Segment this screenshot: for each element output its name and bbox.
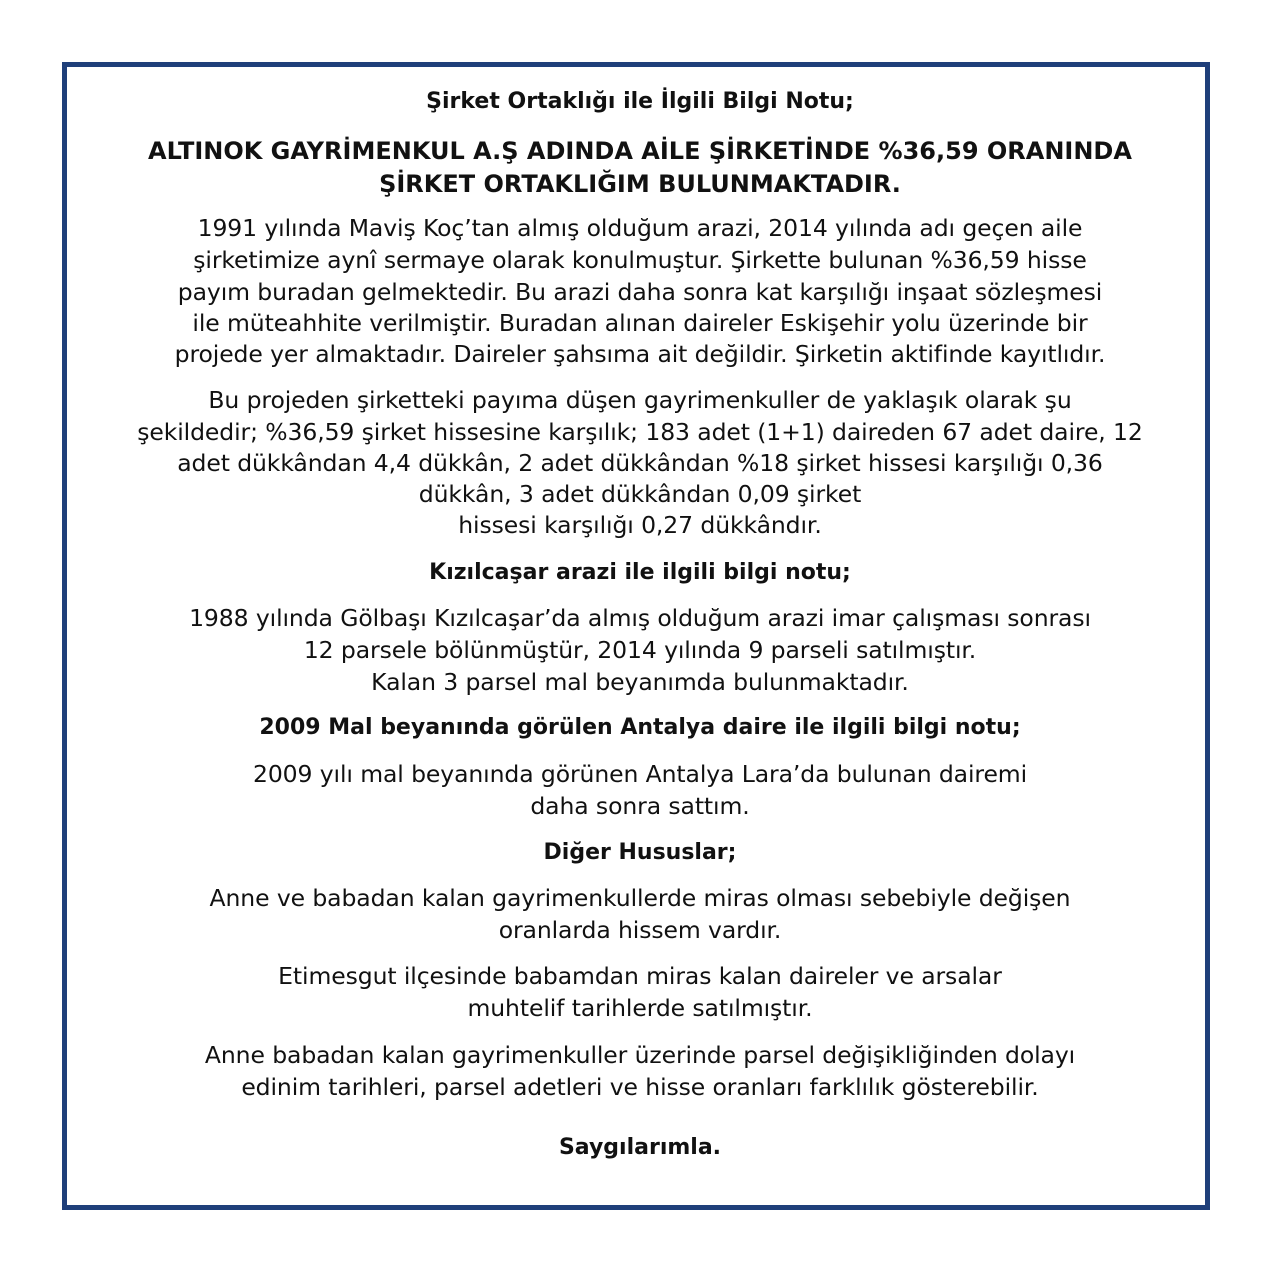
paragraph-line: muhtelif tarihlerde satılmıştır.: [467, 994, 813, 1022]
paragraph-line: dükkân, 3 adet dükkândan 0,09 şirket: [418, 480, 862, 508]
paragraph-line: Anne ve babadan kalan gayrimenkullerde miras olması sebebiyle değişen: [209, 884, 1071, 912]
paragraph-line: projede yer almaktadır. Daireler şahsıma ait değildir. Şirketin aktifinde kayıtlıdır.: [174, 340, 1106, 368]
paragraph-line: 2009 yılı mal beyanında görünen Antalya Lara’da bulunan dairemi: [252, 760, 1028, 788]
paragraph-line: Etimesgut ilçesinde babamdan miras kalan daireler ve arsalar: [278, 962, 1002, 990]
paragraph-line: ile müteahhite verilmiştir. Buradan alınan daireler Eskişehir yolu üzerinde bir: [192, 309, 1088, 337]
section-heading-company-partnership: Şirket Ortaklığı ile İlgili Bilgi Notu;: [426, 89, 854, 114]
paragraph-line: 1988 yılında Gölbaşı Kızılcaşar’da almış olduğum arazi imar çalışması sonrası: [189, 604, 1091, 632]
statement-line-1: ALTINOK GAYRİMENKUL A.Ş ADINDA AİLE ŞİRKETİNDE %36,59 ORANINDA: [148, 137, 1132, 165]
paragraph-line: Bu projeden şirketteki payıma düşen gayrimenkuller de yaklaşık olarak şu: [208, 386, 1072, 414]
section-heading-other-matters: Diğer Hususlar;: [543, 840, 737, 865]
paragraph-line: şirketimize aynî sermaye olarak konulmuştur. Şirkette bulunan %36,59 hisse: [193, 246, 1087, 274]
paragraph-line: 1991 yılında Maviş Koç’tan almış olduğum arazi, 2014 yılında adı geçen aile: [197, 214, 1083, 242]
paragraph-line: Kalan 3 parsel mal beyanımda bulunmaktadır.: [371, 668, 909, 696]
paragraph-line: oranlarda hissem vardır.: [498, 916, 782, 944]
paragraph-line: Anne babadan kalan gayrimenkuller üzerinde parsel değişikliğinden dolayı: [204, 1041, 1076, 1069]
section-heading-kizilcasar: Kızılcaşar arazi ile ilgili bilgi notu;: [429, 560, 851, 585]
paragraph-line: edinim tarihleri, parsel adetleri ve hisse oranları farklılık gösterebilir.: [241, 1073, 1039, 1101]
paragraph-line: adet dükkândan 4,4 dükkân, 2 adet dükkândan %18 şirket hissesi karşılığı 0,36: [177, 449, 1103, 477]
paragraph-line: hissesi karşılığı 0,27 dükkândır.: [458, 511, 822, 539]
paragraph-line: daha sonra sattım.: [530, 792, 750, 820]
closing-signoff: Saygılarımla.: [558, 1135, 722, 1160]
paragraph-line: 12 parsele bölünmüştür, 2014 yılında 9 parseli satılmıştır.: [303, 636, 977, 664]
section-heading-antalya: 2009 Mal beyanında görülen Antalya daire ile ilgili bilgi notu;: [259, 715, 1021, 740]
paragraph-line: şekildedir; %36,59 şirket hissesine karşılık; 183 adet (1+1) daireden 67 adet daire, 12: [137, 418, 1143, 446]
paragraph-line: payım buradan gelmektedir. Bu arazi daha sonra kat karşılığı inşaat sözleşmesi: [177, 278, 1103, 306]
statement-line-2: ŞİRKET ORTAKLIĞIM BULUNMAKTADIR.: [379, 170, 901, 198]
